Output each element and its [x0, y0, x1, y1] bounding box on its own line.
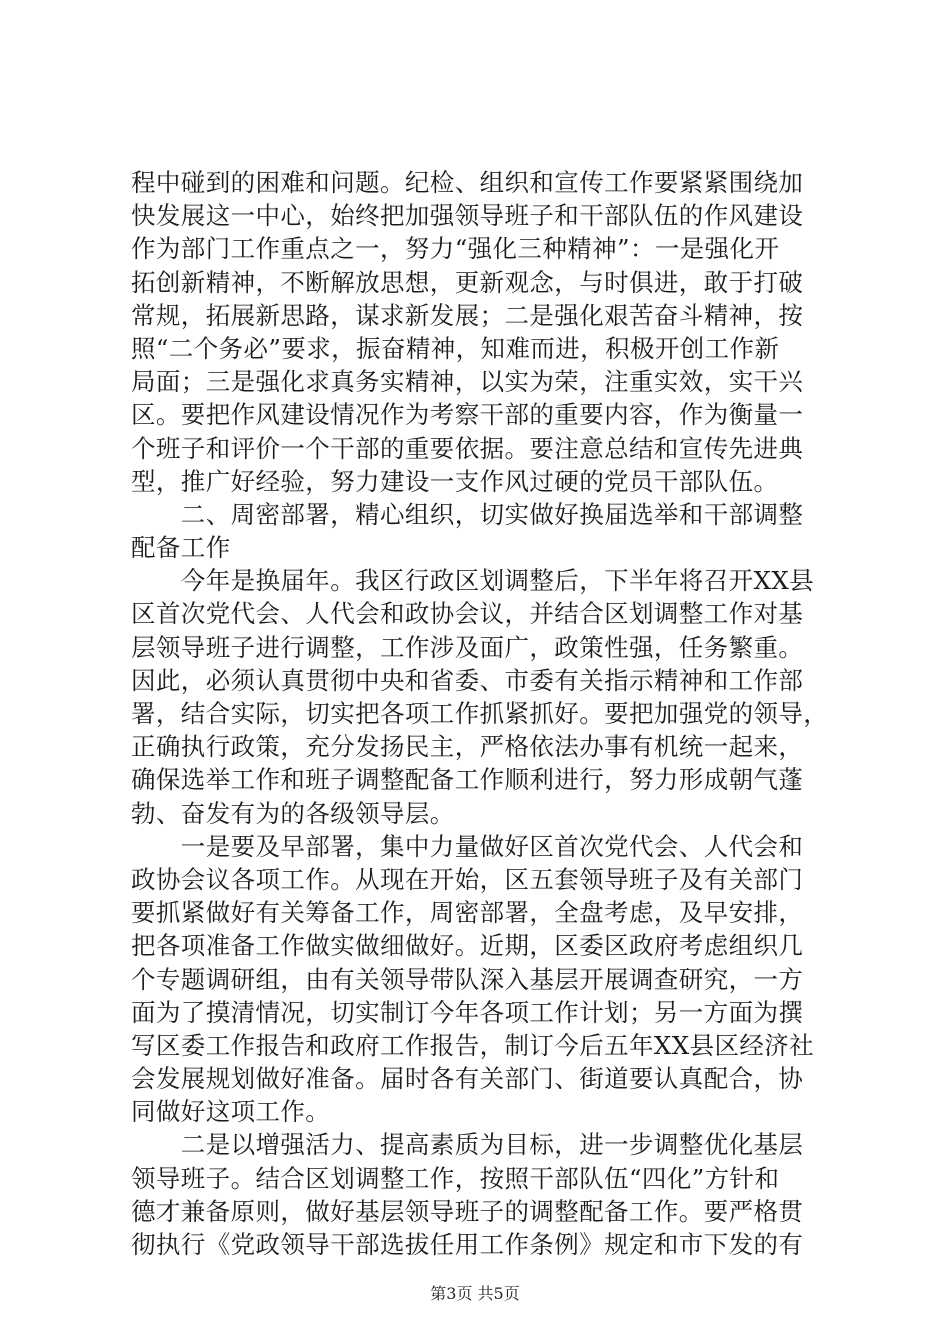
text-line: 正确执行政策，充分发扬民主，严格依法办事有机统一起来， — [131, 732, 804, 762]
text-line: 会发展规划做好准备。届时各有关部门、街道要认真配合，协 — [131, 1064, 804, 1094]
text-line: 拓创新精神，不断解放思想，更新观念，与时俱进，敢于打破 — [131, 267, 804, 297]
text-line: 作为部门工作重点之一，努力“强化三种精神”：一是强化开 — [131, 234, 780, 264]
text-line: 领导班子。结合区划调整工作，按照干部队伍“四化”方针和 — [131, 1163, 780, 1193]
text-line: 二、周密部署，精心组织，切实做好换届选举和干部调整 — [131, 499, 804, 529]
text-line: 政协会议各项工作。从现在开始，区五套领导班子及有关部门 — [131, 864, 804, 894]
text-line: 个专题调研组，由有关领导带队深入基层开展调查研究，一方 — [131, 964, 804, 994]
text-line: 要抓紧做好有关筹备工作，周密部署，全盘考虑，及早安排， — [131, 898, 804, 928]
text-line: 区。要把作风建设情况作为考察干部的重要内容，作为衡量一 — [131, 400, 804, 430]
text-line: 确保选举工作和班子调整配备工作顺利进行，努力形成朝气蓬 — [131, 765, 804, 795]
text-line: 一是要及早部署，集中力量做好区首次党代会、人代会和 — [131, 831, 804, 861]
text-line: 程中碰到的困难和问题。纪检、组织和宣传工作要紧紧围绕加 — [131, 168, 804, 197]
text-line: 今年是换届年。我区行政区划调整后，下半年将召开XX县 — [131, 566, 815, 596]
text-line: 德才兼备原则，做好基层领导班子的调整配备工作。要严格贯 — [131, 1196, 804, 1226]
text-line: 同做好这项工作。 — [131, 1097, 331, 1127]
text-line: 把各项准备工作做实做细做好。近期，区委区政府考虑组织几 — [131, 931, 804, 961]
text-line: 配备工作 — [131, 533, 231, 563]
text-line: 写区委工作报告和政府工作报告，制订今后五年XX县区经济社 — [131, 1030, 815, 1060]
text-line: 常规，拓展新思路，谋求新发展；二是强化艰苦奋斗精神，按 — [131, 300, 804, 330]
page-footer: 第3页 共5页 — [430, 1284, 520, 1303]
text-line: 勃、奋发有为的各级领导层。 — [131, 798, 455, 828]
text-line: 面为了摸清情况，切实制订今年各项工作计划；另一方面为撰 — [131, 997, 804, 1027]
body-text — [131, 166, 831, 1261]
text-line: 个班子和评价一个干部的重要依据。要注意总结和宣传先进典 — [131, 433, 804, 463]
text-line: 照“二个务必”要求，振奋精神，知难而进，积极开创工作新 — [131, 333, 780, 363]
text-line: 彻执行《党政领导干部选拔任用工作条例》规定和市下发的有 — [131, 1230, 804, 1259]
text-line: 型，推广好经验，努力建设一支作风过硬的党员干部队伍。 — [131, 466, 779, 496]
text-line: 二是以增强活力、提高素质为目标，进一步调整优化基层 — [131, 1130, 804, 1160]
text-line: 局面；三是强化求真务实精神，以实为荣，注重实效，实干兴 — [131, 367, 804, 397]
text-line: 署，结合实际，切实把各项工作抓紧抓好。要把加强党的领导， — [131, 699, 829, 728]
text-line: 快发展这一中心，始终把加强领导班子和干部队伍的作风建设 — [131, 201, 804, 231]
text-line: 层领导班子进行调整，工作涉及面广，政策性强，任务繁重。 — [131, 632, 804, 662]
text-line: 区首次党代会、人代会和政协会议，并结合区划调整工作对基 — [131, 599, 804, 629]
text-line: 因此，必须认真贯彻中央和省委、市委有关指示精神和工作部 — [131, 665, 804, 695]
